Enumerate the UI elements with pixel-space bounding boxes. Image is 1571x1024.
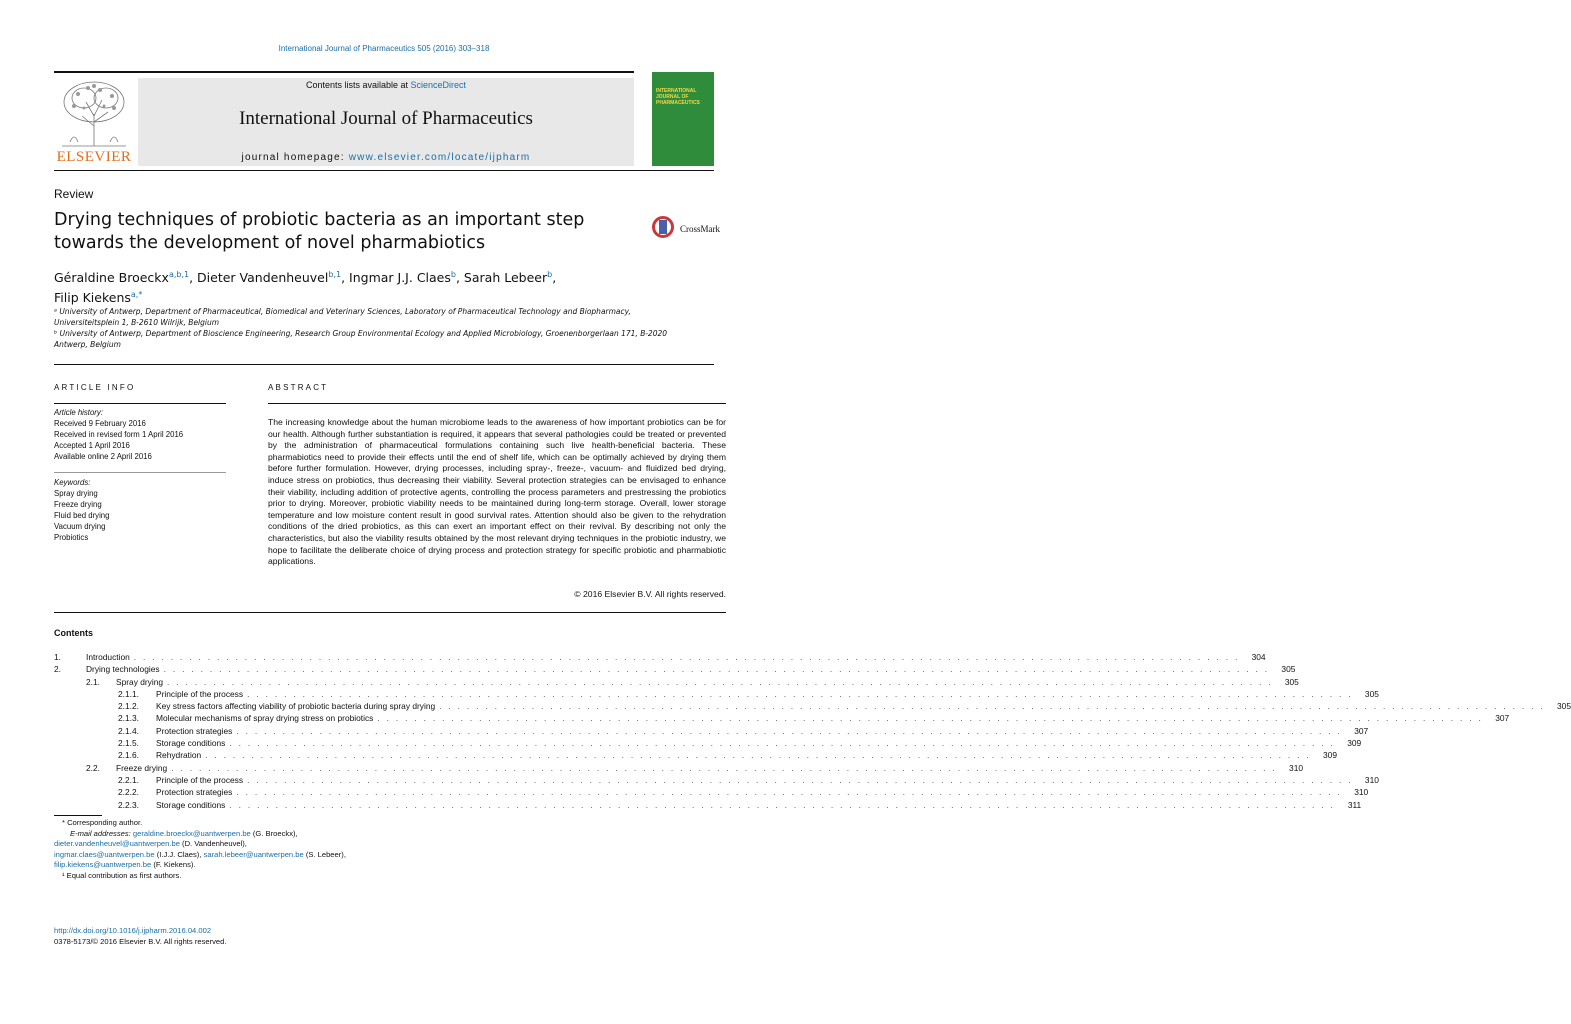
email-owner: (I.J.J. Claes),	[154, 849, 204, 859]
toc-page: 310	[1354, 787, 1369, 798]
toc-entry[interactable]	[54, 676, 1299, 689]
journal-homepage	[138, 152, 634, 163]
author-name[interactable]: Dieter Vandenheuvel	[197, 270, 329, 286]
toc-page: 310	[1364, 774, 1379, 785]
toc-entry[interactable]	[54, 738, 1362, 750]
email-link[interactable]: ingmar.claes@uantwerpen.be	[54, 849, 155, 859]
abstract-copyright: © 2016 Elsevier B.V. All rights reserved.	[574, 589, 726, 599]
journal-cover-image	[652, 72, 714, 166]
keywords-rule	[54, 472, 226, 473]
email-link[interactable]: dieter.vandenheuvel@uantwerpen.be	[54, 839, 180, 849]
toc-page: 305	[1281, 664, 1296, 675]
contents-heading: Contents	[54, 628, 93, 638]
author-affiliation-marker: a,*	[130, 290, 143, 300]
toc-entry[interactable]	[54, 725, 1369, 738]
keyword: Probiotics	[54, 533, 89, 542]
toc-number: 2.2.3.	[118, 799, 139, 810]
homepage-prefix: journal homepage:	[241, 152, 349, 163]
toc-entry[interactable]	[54, 799, 1362, 812]
history-date: Received 9 February 2016	[54, 419, 146, 428]
corresponding-author-note: * Corresponding author.	[62, 818, 143, 827]
toc-page: 305	[1364, 688, 1379, 699]
toc-page: 309	[1323, 750, 1337, 761]
toc-entry[interactable]	[54, 701, 1571, 713]
toc-number: 2.	[54, 664, 61, 675]
cover-title: INTERNATIONAL JOURNAL OF PHARMACEUTICS	[656, 88, 700, 106]
toc-page: 310	[1289, 762, 1304, 773]
toc-number: 2.1.4.	[118, 725, 139, 736]
author-name[interactable]: Ingmar J.J. Claes	[349, 270, 451, 286]
toc-number: 2.2.	[86, 762, 100, 773]
history-date: Received in revised form 1 April 2016	[54, 430, 184, 439]
header-rule	[54, 71, 634, 73]
author-name[interactable]: Sarah Lebeer	[463, 270, 548, 286]
toc-leader: . . . . . . . . . . . . . . . . . . . . . . . . . . . . . . . . . . . . . . . . . . . . . . . . . . . . . . . . . . . . . . . . . . . . . . . . . . . . . . . . . . . . . . . . . . . . . . . . . . . . . . . . . . . . . . . . . . . . . . . .	[236, 787, 1343, 798]
toc-entry[interactable]	[54, 787, 1369, 799]
toc-leader: . . . . . . . . . . . . . . . . . . . . . . . . . . . . . . . . . . . . . . . . . . . . . . . . . . . . . . . . . . . . . . . . . . . . . . . . . . . . . . . . . . . . . . . . . . . . . . . . . . . . . . . . . . . . . . . . . . . . . . . .	[229, 799, 1336, 810]
article-history	[54, 407, 226, 462]
toc-page: 307	[1354, 725, 1369, 736]
toc-label: Introduction	[86, 652, 130, 662]
author-name[interactable]: Géraldine Broeckx	[54, 270, 169, 286]
contents-rule	[54, 612, 726, 613]
toc-entry[interactable]	[54, 652, 1266, 664]
toc-leader: . . . . . . . . . . . . . . . . . . . . . . . . . . . . . . . . . . . . . . . . . . . . . . . . . . . . . . . . . . . . . . . . . . . . . . . . . . . . . . . . . . . . . . . . . . . . . . . . . . . . . . . . . . . . . . . . . . . . . . . .	[167, 676, 1273, 687]
email-label: E-mail addresses:	[70, 828, 133, 838]
email-owner: (F. Kiekens).	[151, 860, 196, 870]
masthead-rule	[54, 170, 714, 171]
toc-entry[interactable]	[54, 762, 1304, 775]
table-of-contents	[54, 652, 1571, 812]
issn-copyright: 0378-5173/© 2016 Elsevier B.V. All rights reserved.	[54, 936, 227, 946]
article-info-heading: ARTICLE INFO	[54, 383, 136, 392]
journal-citation[interactable]: International Journal of Pharmaceutics 505 (2016) 303–318	[278, 44, 490, 53]
toc-leader: . . . . . . . . . . . . . . . . . . . . . . . . . . . . . . . . . . . . . . . . . . . . . . . . . . . . . . . . . . . . . . . . . . . . . . . . . . . . . . . . . . . . . . . . . . . . . . . . . . . . . . . . . . . . . . . . . . . . . . . .	[247, 774, 1353, 785]
toc-label: Key stress factors affecting viability of probiotic bacteria during spray drying	[156, 701, 436, 712]
toc-page: 307	[1495, 713, 1510, 724]
toc-number: 2.1.3.	[118, 713, 139, 724]
sciencedirect-link[interactable]: ScienceDirect	[410, 80, 467, 90]
toc-entry[interactable]	[54, 774, 1379, 787]
toc-entry[interactable]	[54, 664, 1296, 676]
toc-entry[interactable]	[54, 688, 1379, 701]
keyword: Freeze drying	[54, 500, 102, 509]
keyword: Spray drying	[54, 489, 98, 498]
toc-leader: . . . . . . . . . . . . . . . . . . . . . . . . . . . . . . . . . . . . . . . . . . . . . . . . . . . . . . . . . . . . . . . . . . . . . . . . . . . . . . . . . . . . . . . . . . . . . . . . . . . . . . . . . . . . . . . . . . . . . . . .	[163, 664, 1270, 675]
journal-title: International Journal of Pharmaceutics	[239, 108, 533, 129]
article-title: Drying techniques of probiotic bacteria as an important step towards the development of novel pharmabiotics	[54, 210, 585, 253]
footnotes	[54, 818, 474, 882]
toc-label: Storage conditions	[156, 738, 226, 749]
abstract-heading: ABSTRACT	[268, 383, 329, 392]
toc-number: 2.1.	[86, 676, 100, 687]
abstract-rule	[268, 403, 726, 404]
doi-block	[54, 926, 474, 947]
keyword: Vacuum drying	[54, 522, 106, 531]
crossmark-label[interactable]: CrossMark	[680, 224, 720, 234]
author-affiliation-marker: b	[547, 270, 553, 279]
toc-leader: . . . . . . . . . . . . . . . . . . . . . . . . . . . . . . . . . . . . . . . . . . . . . . . . . . . . . . . . . . . . . . . . . . . . . . . . . . . . . . . . . . . . . . . . . . . . . . . . . . . . . . . . . . . . . . . . . . . . . . . .	[247, 688, 1353, 699]
toc-label: Principle of the process	[156, 688, 244, 699]
toc-leader: . . . . . . . . . . . . . . . . . . . . . . . . . . . . . . . . . . . . . . . . . . . . . . . . . . . . . . . . . . . . . . . . . . . . . . . . . . . . . . . . . . . . . . . . . . . . . . . . . . . . . . . . . . . . . . . . . . . . . . . .	[439, 701, 1545, 712]
toc-leader: . . . . . . . . . . . . . . . . . . . . . . . . . . . . . . . . . . . . . . . . . . . . . . . . . . . . . . . . . . . . . . . . . . . . . . . . . . . . . . . . . . . . . . . . . . . . . . . . . . . . . . . . . . . . . . . . . . . . . . . .	[133, 652, 1240, 662]
author-affiliation-marker: b,1	[328, 270, 342, 279]
email-owner: (G. Broeckx),	[250, 828, 298, 838]
equal-contribution-note: ¹ Equal contribution as first authors.	[62, 870, 182, 880]
crossmark-bookmark-icon	[659, 220, 667, 234]
doi-link[interactable]: http://dx.doi.org/10.1016/j.ijpharm.2016.04.002	[54, 926, 212, 935]
toc-label: Storage conditions	[156, 799, 226, 810]
keywords	[54, 477, 226, 543]
homepage-link[interactable]: www.elsevier.com/locate/ijpharm	[348, 152, 531, 163]
toc-label: Drying technologies	[86, 664, 160, 675]
toc-page: 304	[1251, 652, 1266, 662]
toc-number: 2.1.1.	[118, 688, 139, 699]
toc-label: Freeze drying	[116, 762, 168, 773]
toc-page: 309	[1347, 738, 1362, 749]
toc-leader: . . . . . . . . . . . . . . . . . . . . . . . . . . . . . . . . . . . . . . . . . . . . . . . . . . . . . . . . . . . . . . . . . . . . . . . . . . . . . . . . . . . . . . . . . . . . . . . . . . . . . . . . . . . . . . . . . . . . . . . .	[205, 750, 1311, 761]
email-link[interactable]: geraldine.broeckx@uantwerpen.be	[132, 828, 251, 838]
author-name[interactable]: Filip Kiekens	[54, 290, 131, 306]
toc-number: 2.1.6.	[118, 750, 139, 761]
toc-entry[interactable]	[54, 750, 1337, 762]
history-date: Available online 2 April 2016	[54, 452, 152, 461]
history-date: Accepted 1 April 2016	[54, 441, 130, 450]
toc-label: Rehydration	[156, 750, 202, 761]
abstract-text: The increasing knowledge about the human microbiome leads to the awareness of how important probiotics can be for our health. Although further substantiation is required, it appears that several pathologies could be treated or prevented by the administration of pharmaceutical formulations containing such live health-beneficial bacteria. These pharmabiotics need to provide their effects until the end of shelf life, which can be optimally achieved by drying them before further formulation. However, drying processes, including spray-, freeze-, vacuum- and fluidized bed drying, induce stress on probiotics, thus decreasing their viability. Several protection strategies can be envisaged to enhance their viability, including addition of protective agents, controlling the process parameters and prestressing the probiotics prior to drying. Moreover, probiotic viability needs to be maintained during long-term storage. Overall, lower storage temperature and low moisture content result in good survival rates. Attention should also be given to the rehydration conditions of the dried probiotics, as this can exert an important effect on their revival. By describing not only the characteristics, but also the viability results obtained by the most relevant drying techniques in the probiotic industry, we hope to facilitate the deliberate choice of drying process and protection strategy for specific probiotic and pharmabiotic applications.	[268, 417, 726, 567]
article-info-rule	[54, 403, 226, 404]
affiliation-a: ᵃ University of Antwerp, Department of Pharmaceutical, Biomedical and Veterinary Sciences, Laboratory of Pharmaceutical Technology and Biopharmacy, Universiteitsplein 1, B-2610 Wilrijk, Belgium	[54, 307, 631, 327]
keywords-label: Keywords:	[54, 478, 91, 487]
toc-label: Protection strategies	[156, 725, 233, 736]
keyword: Fluid bed drying	[54, 511, 110, 520]
toc-label: Molecular mechanisms of spray drying stress on probiotics	[156, 713, 374, 724]
email-owner: (S. Lebeer),	[303, 849, 346, 859]
toc-number: 2.1.2.	[118, 701, 139, 712]
toc-leader: . . . . . . . . . . . . . . . . . . . . . . . . . . . . . . . . . . . . . . . . . . . . . . . . . . . . . . . . . . . . . . . . . . . . . . . . . . . . . . . . . . . . . . . . . . . . . . . . . . . . . . . . . . . . . . . . . . . . . . . .	[377, 713, 1484, 724]
toc-label: Protection strategies	[156, 787, 233, 798]
contents-prefix: Contents lists available at	[305, 80, 411, 90]
toc-label: Principle of the process	[156, 774, 244, 785]
footnote-rule	[54, 815, 102, 816]
toc-page: 311	[1347, 799, 1362, 810]
toc-number: 2.2.1.	[118, 774, 139, 785]
toc-leader: . . . . . . . . . . . . . . . . . . . . . . . . . . . . . . . . . . . . . . . . . . . . . . . . . . . . . . . . . . . . . . . . . . . . . . . . . . . . . . . . . . . . . . . . . . . . . . . . . . . . . . . . . . . . . . . . . . . . . . . .	[236, 725, 1343, 736]
toc-number: 2.1.5.	[118, 738, 139, 749]
toc-entry[interactable]	[54, 713, 1510, 725]
email-link[interactable]: filip.kiekens@uantwerpen.be	[54, 860, 152, 870]
email-link[interactable]: sarah.lebeer@uantwerpen.be	[203, 849, 304, 859]
email-owner: (D. Vandenheuvel),	[179, 839, 247, 849]
author-affiliation-marker: a,b,1	[168, 270, 190, 279]
toc-page: 305	[1557, 701, 1571, 712]
head-rule	[54, 364, 714, 365]
author-list: Géraldine Broeckx$^{a,b,1}$, Dieter Vandenheuvel$^{b,1}$, Ingmar J.J. Claes$^b$, Sarah Lebeer$^b$, Filip Kiekens$^{a,*}$	[54, 270, 557, 306]
toc-leader: . . . . . . . . . . . . . . . . . . . . . . . . . . . . . . . . . . . . . . . . . . . . . . . . . . . . . . . . . . . . . . . . . . . . . . . . . . . . . . . . . . . . . . . . . . . . . . . . . . . . . . . . . . . . . . . . . . . . . . . .	[171, 762, 1278, 773]
toc-leader: . . . . . . . . . . . . . . . . . . . . . . . . . . . . . . . . . . . . . . . . . . . . . . . . . . . . . . . . . . . . . . . . . . . . . . . . . . . . . . . . . . . . . . . . . . . . . . . . . . . . . . . . . . . . . . . . . . . . . . . .	[229, 738, 1336, 749]
history-label: Article history:	[54, 408, 103, 417]
toc-label: Spray drying	[116, 676, 164, 687]
article-type: Review	[54, 187, 94, 201]
toc-number: 2.2.2.	[118, 787, 139, 798]
contents-availability	[138, 80, 634, 90]
toc-number: 1.	[54, 652, 61, 662]
elsevier-wordmark: ELSEVIER	[56, 149, 132, 165]
toc-page: 305	[1284, 676, 1299, 687]
author-affiliation-marker: b	[450, 270, 456, 279]
affiliation-b: ᵇ University of Antwerp, Department of Bioscience Engineering, Research Group Environmental Ecology and Applied Microbiology, Groenenborgerlaan 171, B-2020 Antwerp, Belgium	[54, 329, 668, 349]
